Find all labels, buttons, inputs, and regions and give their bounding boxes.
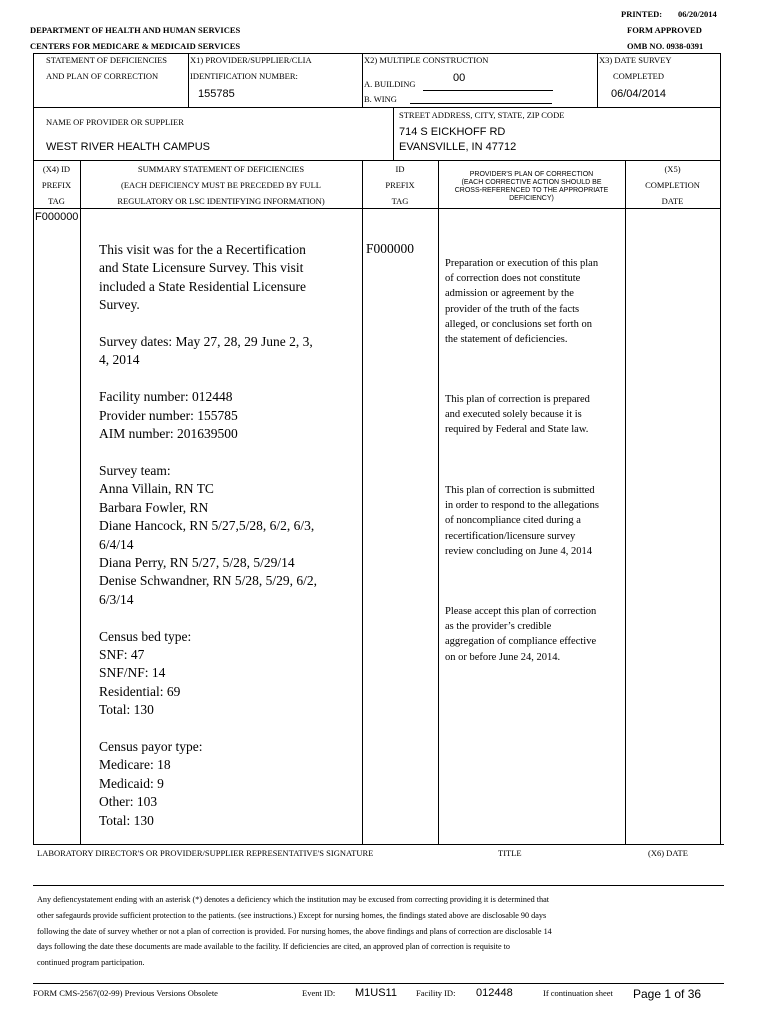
summary-line: Medicaid: 9 bbox=[99, 775, 164, 791]
plan-header-2: (EACH CORRECTIVE ACTION SHOULD BE bbox=[461, 179, 602, 186]
notice-line: continued program participation. bbox=[37, 958, 145, 968]
rule bbox=[438, 160, 439, 844]
summary-line: Residential: 69 bbox=[99, 683, 181, 699]
continuation-label: If continuation sheet bbox=[543, 988, 613, 998]
summary-line bbox=[99, 443, 317, 461]
printed-date: 06/20/2014 bbox=[678, 9, 717, 19]
plan-line: required by Federal and State law. bbox=[445, 424, 589, 436]
x3-label-2: COMPLETED bbox=[613, 71, 664, 81]
x1-label: X1) PROVIDER/SUPPLIER/CLIA bbox=[190, 55, 312, 65]
summary-header-3: REGULATORY OR LSC IDENTIFYING INFORMATION) bbox=[117, 196, 325, 206]
summary-line: 4, 2014 bbox=[99, 352, 140, 368]
summary-line: Total: 130 bbox=[99, 702, 154, 718]
plan-header-1: PROVIDER'S PLAN OF CORRECTION bbox=[469, 171, 594, 178]
rule bbox=[597, 53, 598, 107]
wing-underline bbox=[410, 103, 552, 104]
building-value: 00 bbox=[453, 72, 466, 84]
printed-label: PRINTED: bbox=[621, 9, 663, 19]
summary-line: AIM number: 201639500 bbox=[99, 426, 238, 442]
rule bbox=[362, 53, 363, 107]
provider-name-label: NAME OF PROVIDER OR SUPPLIER bbox=[46, 117, 184, 127]
plan-line: Please accept this plan of correction bbox=[445, 606, 597, 617]
plan-line: recertification/licensure survey bbox=[445, 530, 576, 542]
x4-tag-label: TAG bbox=[48, 196, 65, 206]
summary-line: Denise Schwandner, RN 5/28, 5/29, 6/2, bbox=[99, 573, 318, 589]
x3-label: X3) DATE SURVEY bbox=[599, 55, 672, 65]
summary-line: Other: 103 bbox=[99, 794, 158, 810]
summary-line bbox=[99, 370, 317, 388]
wing-label: B. WING bbox=[364, 94, 397, 104]
plan-paragraph-1 bbox=[445, 256, 598, 347]
form-approved: FORM APPROVED bbox=[627, 25, 702, 35]
rule bbox=[362, 160, 363, 844]
plan-line: the statement of deficiencies. bbox=[445, 334, 568, 346]
summary-line: Census bed type: bbox=[99, 628, 192, 644]
event-id-label: Event ID: bbox=[302, 988, 336, 998]
plan-line: This plan of correction is prepared bbox=[445, 394, 590, 405]
summary-text bbox=[99, 241, 317, 830]
plan-line: as the provider’s credible bbox=[445, 621, 552, 633]
summary-line: Survey. bbox=[99, 297, 140, 313]
id-label: ID bbox=[395, 164, 405, 174]
summary-line: 6/4/14 bbox=[99, 536, 134, 552]
summary-line: Anna Villain, RN TC bbox=[99, 481, 214, 497]
summary-line: Census payor type: bbox=[99, 738, 203, 754]
notice-line: Any defiencystatement ending with an asterisk (*) denotes a deficiency which the institution may be excused from correcting providing it is determined that bbox=[37, 895, 550, 904]
completion-label: COMPLETION bbox=[645, 180, 700, 190]
omb-number: OMB NO. 0938-0391 bbox=[627, 41, 704, 51]
summary-line: Barbara Fowler, RN bbox=[99, 499, 209, 515]
x1-label-2: IDENTIFICATION NUMBER: bbox=[190, 71, 298, 81]
page-number: Page 1 of 36 bbox=[633, 987, 702, 1001]
summary-line: included a State Residential Licensure bbox=[99, 278, 306, 294]
x6-date-label: (X6) DATE bbox=[648, 848, 688, 858]
address-line-1: 714 S EICKHOFF RD bbox=[399, 126, 506, 138]
summary-line: 6/3/14 bbox=[99, 591, 134, 607]
rule bbox=[80, 160, 81, 844]
centers-title: CENTERS FOR MEDICARE & MEDICAID SERVICES bbox=[30, 41, 241, 51]
signature-label: LABORATORY DIRECTOR'S OR PROVIDER/SUPPLIER REPRESENTATIVE'S SIGNATURE bbox=[37, 848, 374, 858]
x4-id-label: (X4) ID bbox=[42, 164, 71, 174]
rule bbox=[33, 983, 724, 984]
title-label: TITLE bbox=[498, 848, 522, 858]
date-label: DATE bbox=[661, 196, 684, 206]
department-title: DEPARTMENT OF HEALTH AND HUMAN SERVICES bbox=[30, 25, 241, 35]
summary-line: SNF: 47 bbox=[99, 646, 145, 662]
summary-line: This visit was for the a Recertification bbox=[99, 242, 306, 257]
tag-label: TAG bbox=[391, 196, 409, 206]
plan-line: provider of the truth of the facts bbox=[445, 303, 580, 315]
notice-line: days following the date these documents are made available to the facility. If deficiencies are cited, an approved plan of correction is requisite to bbox=[37, 942, 511, 952]
notice-line: other safegaurds provide sufficient protection to the patients. (see instructions.) Except for nursing homes, the findings stated above are disclosable 90 days bbox=[37, 910, 547, 920]
provider-name: WEST RIVER HEALTH CAMPUS bbox=[46, 141, 211, 153]
facility-id-label: Facility ID: bbox=[416, 988, 456, 998]
rule bbox=[33, 160, 720, 161]
plan-line: of noncompliance cited during a bbox=[445, 515, 581, 527]
summary-line bbox=[99, 609, 317, 627]
statement-label-1: STATEMENT OF DEFICIENCIES bbox=[46, 55, 168, 65]
building-label: A. BUILDING bbox=[364, 79, 416, 89]
summary-line: SNF/NF: 14 bbox=[99, 665, 166, 681]
plan-line: review concluding on June 4, 2014 bbox=[445, 545, 592, 557]
plan-line: This plan of correction is submitted bbox=[445, 485, 595, 496]
summary-line: and State Licensure Survey. This visit bbox=[99, 260, 304, 276]
summary-line: Survey team: bbox=[99, 462, 171, 478]
summary-line: Total: 130 bbox=[99, 812, 154, 828]
plan-paragraph-4 bbox=[445, 604, 596, 665]
survey-date-value: 06/04/2014 bbox=[611, 88, 667, 100]
plan-line: Preparation or execution of this plan bbox=[445, 258, 599, 269]
summary-line: Diana Perry, RN 5/27, 5/28, 5/29/14 bbox=[99, 554, 295, 570]
address-line-2: EVANSVILLE, IN 47712 bbox=[399, 141, 517, 153]
rule bbox=[33, 53, 720, 54]
plan-header-3: CROSS-REFERENCED TO THE APPROPRIATE bbox=[454, 187, 609, 194]
right-tag: F000000 bbox=[366, 241, 415, 256]
building-underline bbox=[423, 90, 553, 91]
summary-header-2: (EACH DEFICIENCY MUST BE PRECEDED BY FULL bbox=[121, 180, 321, 190]
rule bbox=[33, 208, 720, 209]
summary-line: Diane Hancock, RN 5/27,5/28, 6/2, 6/3, bbox=[99, 518, 315, 534]
address-label: STREET ADDRESS, CITY, STATE, ZIP CODE bbox=[399, 110, 565, 120]
plan-line: alleged, or conclusions set forth on bbox=[445, 318, 592, 330]
rule bbox=[393, 107, 394, 160]
summary-line bbox=[99, 720, 317, 738]
x5-label: (X5) bbox=[664, 164, 681, 174]
facility-id-value: 012448 bbox=[476, 987, 513, 999]
rule bbox=[33, 107, 720, 108]
form-number: FORM CMS-2567(02-99) Previous Versions Obsolete bbox=[33, 988, 218, 998]
rule bbox=[720, 53, 721, 844]
summary-line bbox=[99, 315, 317, 333]
event-id-value: M1US11 bbox=[355, 987, 397, 999]
summary-header-1: SUMMARY STATEMENT OF DEFICIENCIES bbox=[137, 164, 305, 174]
x4-prefix-label: PREFIX bbox=[41, 180, 72, 190]
rule bbox=[33, 885, 724, 886]
plan-paragraph-2 bbox=[445, 392, 590, 438]
summary-line: Provider number: 155785 bbox=[99, 407, 238, 423]
left-tag: F000000 bbox=[35, 211, 79, 223]
rule bbox=[33, 844, 724, 845]
plan-header-4: DEFICIENCY) bbox=[509, 195, 554, 202]
summary-line: Facility number: 012448 bbox=[99, 389, 233, 405]
summary-line: Survey dates: May 27, 28, 29 June 2, 3, bbox=[99, 334, 313, 350]
plan-line: on or before June 24, 2014. bbox=[445, 651, 561, 663]
prefix-label: PREFIX bbox=[385, 180, 415, 190]
summary-line: Medicare: 18 bbox=[99, 757, 171, 773]
rule bbox=[188, 53, 189, 107]
plan-line: in order to respond to the allegations bbox=[445, 500, 599, 512]
plan-line: aggregation of compliance effective bbox=[445, 636, 597, 648]
rule bbox=[625, 160, 626, 844]
plan-line: of correction does not constitute bbox=[445, 273, 581, 285]
provider-id-value: 155785 bbox=[198, 88, 235, 100]
plan-paragraph-3 bbox=[445, 483, 599, 559]
x2-label: X2) MULTIPLE CONSTRUCTION bbox=[364, 55, 489, 65]
notice-line: following the date of survey whether or not a plan of correction is provided. For nursing homes, the above findings and plans of correction are disclosable 14 bbox=[37, 926, 552, 936]
plan-line: and executed solely because it is bbox=[445, 409, 582, 421]
disclosure-notice bbox=[37, 892, 552, 971]
statement-label-2: AND PLAN OF CORRECTION bbox=[46, 71, 159, 81]
plan-line: admission or agreement by the bbox=[445, 288, 574, 300]
